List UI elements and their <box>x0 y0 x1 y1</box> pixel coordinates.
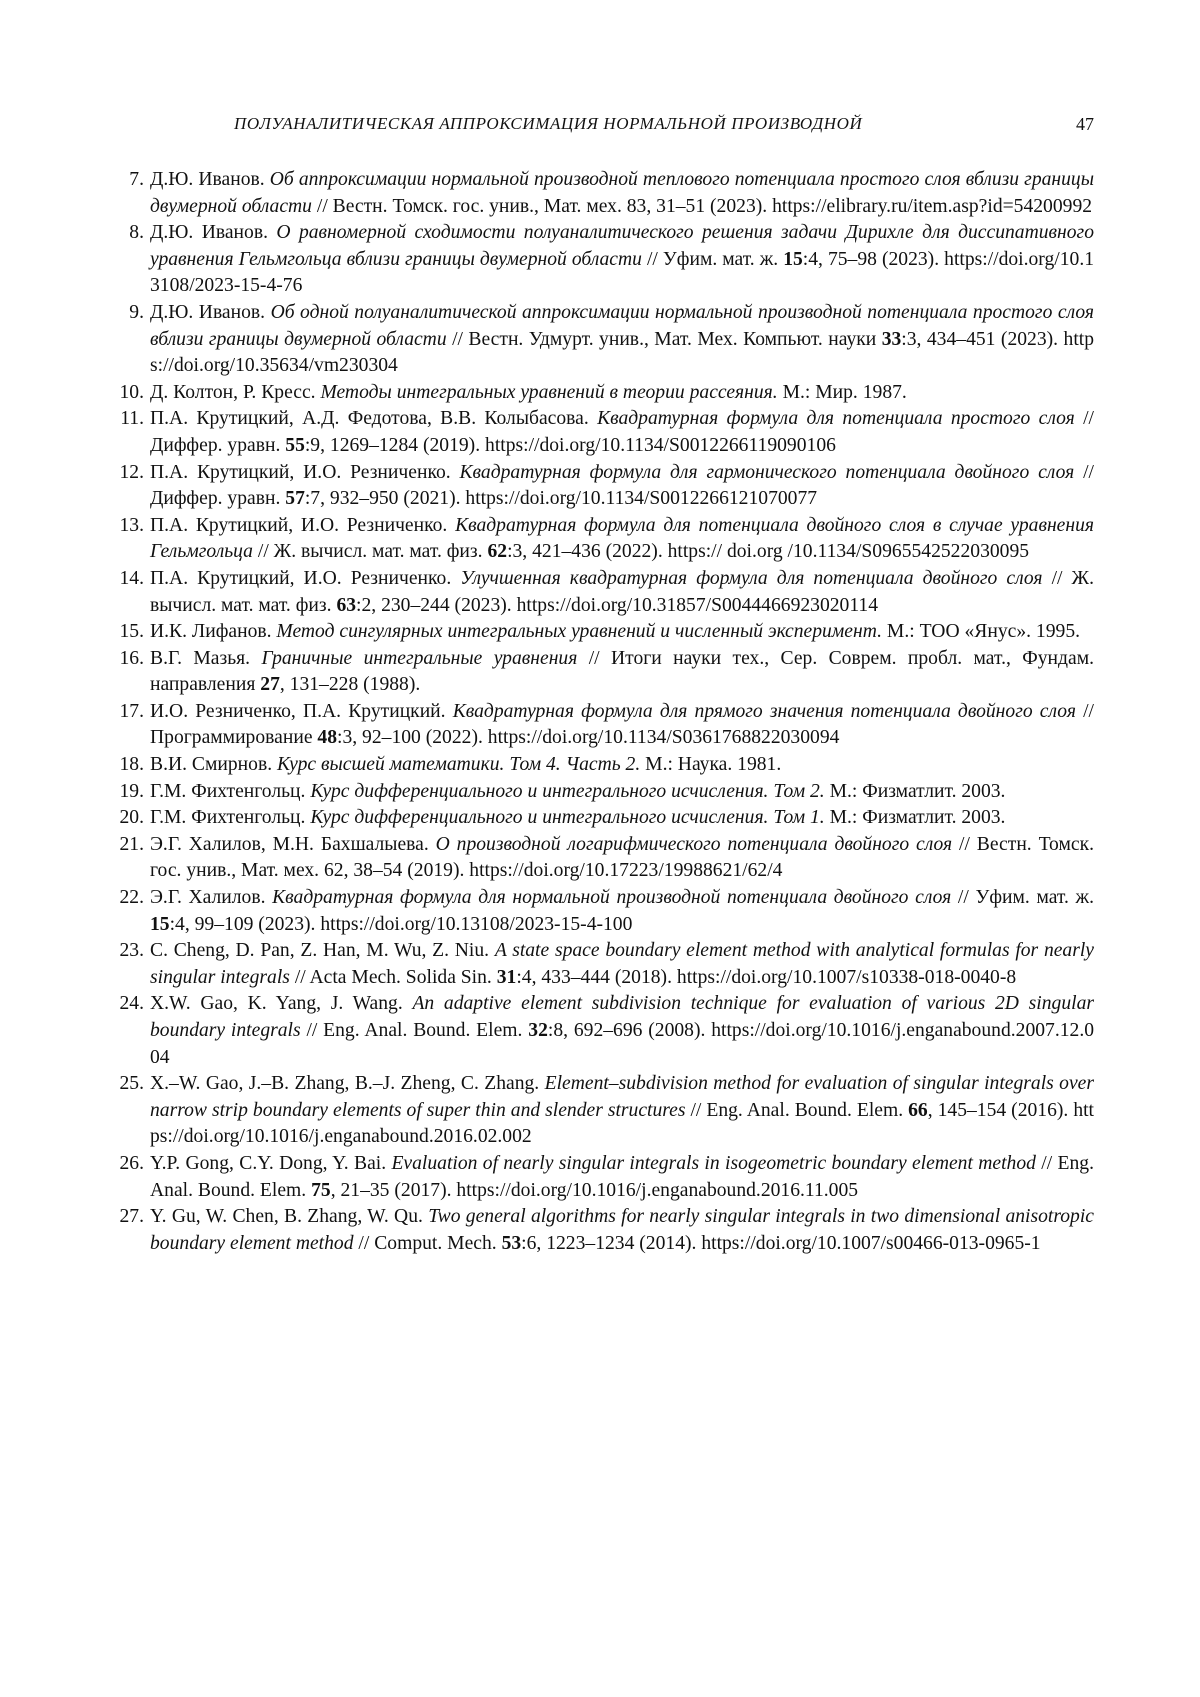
reference-number: 27. <box>119 1206 144 1228</box>
reference-doi-link[interactable]: https://doi.org/10.1007/s00466-013-0965-1 <box>701 1232 1041 1254</box>
reference-authors: П.А. Крутицкий, И.О. Резниченко. <box>150 461 451 483</box>
reference-source: // Eng. Anal. Bound. Elem. <box>306 1020 523 1041</box>
reference-number: 18. <box>119 754 144 776</box>
reference-volume: 31 <box>496 966 517 988</box>
reference-source: // Уфим. мат. ж. <box>646 248 779 270</box>
reference-source: // Диффер. уравн. <box>150 408 1094 456</box>
reference-number: 10. <box>119 381 144 403</box>
reference-authors: П.А. Крутицкий, И.О. Резниченко. <box>150 514 448 536</box>
reference-doi-link[interactable]: https://doi.org/10.17223/19988621/62/4 <box>469 860 783 882</box>
reference-volume: 33 <box>881 328 902 350</box>
reference-authors: Д.Ю. Иванов. <box>150 301 266 323</box>
reference-title: Метод сингулярных интегральных уравнений и численный эксперимент. <box>276 621 883 643</box>
reference-volume: 66 <box>908 1099 928 1121</box>
reference-number: 20. <box>119 807 144 829</box>
reference-item <box>110 460 1094 513</box>
reference-doi-link[interactable]: https:// doi.org /10.1134/S0965542522030095 <box>667 541 1030 563</box>
reference-title: Квадратурная формула для потенциала двойного слоя в случае уравнения Гельмгольца <box>150 514 1094 563</box>
reference-title: Квадратурная формула для нормальной производной потенциала двойного слоя <box>272 887 952 909</box>
reference-number: 9. <box>129 301 144 323</box>
reference-number: 21. <box>119 833 144 855</box>
reference-title: Evaluation of nearly singular integrals in isogeometric boundary element method <box>391 1152 1036 1174</box>
reference-source-tail: , 145–154 (2016). <box>927 1099 1069 1121</box>
reference-item <box>110 938 1094 991</box>
reference-source: // Eng. Anal. Bound. Elem. <box>690 1099 904 1121</box>
reference-item <box>110 300 1094 380</box>
reference-item <box>110 991 1094 1071</box>
reference-item <box>110 566 1094 619</box>
reference-authors: Г.М. Фихтенгольц. <box>150 807 306 829</box>
reference-doi-link[interactable]: https://elibrary.ru/item.asp?id=54200992 <box>772 195 1093 217</box>
reference-number: 24. <box>119 993 144 1015</box>
reference-title: Квадратурная формула для прямого значения потенциала двойного слоя <box>452 700 1076 722</box>
reference-doi-link[interactable]: https://doi.org/10.1007/s10338-018-0040-8 <box>676 966 1017 988</box>
reference-authors: Э.Г. Халилов. <box>150 887 266 909</box>
reference-source: // Вестн. Томск. гос. унив., Мат. мех. 83, 31–51 (2023). <box>316 195 768 217</box>
reference-source: М.: ТОО «Янус». 1995. <box>886 621 1081 643</box>
reference-authors: Д.Ю. Иванов. <box>150 169 265 190</box>
reference-source-tail: , 21–35 (2017). <box>330 1179 452 1201</box>
reference-authors: П.А. Крутицкий, И.О. Резниченко. <box>150 567 452 589</box>
reference-title: Курс дифференциального и интегрального исчисления. Том 2. <box>310 780 825 802</box>
reference-authors: X.–W. Gao, J.–B. Zhang, B.–J. Zheng, C. Zhang. <box>150 1073 540 1095</box>
reference-source: // Вестн. Удмурт. унив., Мат. Мех. Компьют. науки <box>452 328 877 350</box>
reference-number: 26. <box>119 1152 144 1174</box>
reference-title: Методы интегральных уравнений в теории рассеяния. <box>320 381 778 403</box>
reference-item <box>110 832 1094 885</box>
reference-number: 16. <box>119 647 144 669</box>
reference-title: О производной логарифмического потенциала двойного слоя <box>435 833 953 855</box>
reference-source: // Программирование <box>150 700 1094 749</box>
reference-number: 14. <box>119 567 144 589</box>
reference-source-tail: , 131–228 (1988). <box>279 674 421 696</box>
reference-item <box>110 167 1094 220</box>
reference-title: Об аппроксимации нормальной производной теплового потенциала простого слоя вблизи границы двумерной области <box>150 169 1094 217</box>
reference-item <box>110 619 1094 646</box>
reference-title: Квадратурная формула для потенциала простого слоя <box>597 408 1075 430</box>
reference-source: // Comput. Mech. <box>358 1232 497 1254</box>
reference-source: // Уфим. мат. ж. <box>957 887 1094 909</box>
reference-authors: В.И. Смирнов. <box>150 754 273 776</box>
reference-source-tail: :2, 230–244 (2023). <box>356 594 512 616</box>
reference-doi-link[interactable]: https://doi.org/10.35634/vm230304 <box>150 328 1094 377</box>
reference-source-tail: :8, 692–696 (2008). <box>547 1020 706 1041</box>
reference-authors: X.W. Gao, K. Yang, J. Wang. <box>150 993 403 1015</box>
reference-number: 19. <box>119 780 144 802</box>
reference-source: М.: Мир. 1987. <box>782 381 907 403</box>
reference-doi-link[interactable]: https://doi.org/10.1134/S0012266121070077 <box>465 488 818 510</box>
reference-authors: Г.М. Фихтенгольц. <box>150 780 306 802</box>
reference-source-tail: :4, 75–98 (2023). <box>802 248 940 270</box>
reference-source: // Ж. вычисл. мат. мат. физ. <box>257 541 483 563</box>
reference-volume: 27 <box>260 674 280 696</box>
reference-volume: 32 <box>528 1020 548 1041</box>
reference-item <box>110 380 1094 407</box>
reference-doi-link[interactable]: https://doi.org/10.1016/j.enganabound.2007.12.004 <box>150 1020 1095 1068</box>
reference-source-tail: :3, 92–100 (2022). <box>337 727 483 749</box>
reference-item <box>110 805 1094 832</box>
reference-source-tail: :4, 99–109 (2023). <box>169 913 316 935</box>
reference-volume: 75 <box>311 1179 331 1201</box>
reference-volume: 62 <box>487 541 508 563</box>
reference-item <box>110 752 1094 779</box>
reference-number: 25. <box>119 1073 144 1095</box>
reference-authors: В.Г. Мазья. <box>150 647 251 669</box>
reference-item <box>110 779 1094 806</box>
reference-source: // Вестн. Томск. гос. унив., Мат. мех. 62, 38–54 (2019). <box>150 833 1094 882</box>
running-title: ПОЛУАНАЛИТИЧЕСКАЯ АППРОКСИМАЦИЯ НОРМАЛЬНОЙ ПРОИЗВОДНОЙ <box>234 114 863 133</box>
reference-source: // Диффер. уравн. <box>150 461 1094 510</box>
reference-item <box>110 406 1094 459</box>
reference-item <box>110 1204 1094 1257</box>
reference-number: 12. <box>119 461 144 483</box>
reference-title: Курс высшей математики. Том 4. Часть 2. <box>277 754 641 776</box>
reference-item <box>110 1071 1094 1151</box>
reference-authors: Y.P. Gong, C.Y. Dong, Y. Bai. <box>150 1152 387 1174</box>
reference-volume: 63 <box>336 594 357 616</box>
reference-number: 17. <box>119 700 144 722</box>
reference-title: Граничные интегральные уравнения <box>261 647 578 669</box>
reference-title: Курс дифференциального и интегрального исчисления. Том 1. <box>310 807 825 829</box>
reference-volume: 15 <box>783 248 803 270</box>
reference-authors: Y. Gu, W. Chen, B. Zhang, W. Qu. <box>150 1206 423 1228</box>
reference-authors: Д. Колтон, Р. Кресс. <box>150 381 316 403</box>
reference-volume: 53 <box>501 1232 522 1254</box>
reference-doi-link[interactable]: https://doi.org/10.1134/S0012266119090106 <box>485 434 836 456</box>
reference-source-tail: :6, 1223–1234 (2014). <box>521 1232 697 1254</box>
reference-volume: 55 <box>285 434 305 456</box>
reference-doi-link[interactable]: https://doi.org/10.1134/S0361768822030094 <box>487 727 840 749</box>
reference-source-tail: :3, 434–451 (2023). <box>901 328 1059 350</box>
reference-list <box>110 167 1094 1257</box>
reference-item <box>110 885 1094 938</box>
reference-number: 13. <box>119 514 144 536</box>
reference-item <box>110 220 1094 300</box>
reference-doi-link[interactable]: https://doi.org/10.31857/S0044466923020114 <box>516 594 879 616</box>
reference-volume: 48 <box>317 727 338 749</box>
reference-authors: Д.Ю. Иванов. <box>150 222 268 244</box>
reference-title: О равномерной сходимости полуаналитического решения задачи Дирихле для диссипативного уравнения Гельмгольца вблизи границы двумерной области <box>150 222 1094 270</box>
reference-doi-link[interactable]: https://doi.org/10.1016/j.enganabound.2016.11.005 <box>456 1179 859 1201</box>
reference-title: Element–subdivision method for evaluation of singular integrals over narrow strip boundary elements of super thin and slender structures <box>150 1073 1094 1121</box>
reference-title: Улучшенная квадратурная формула для потенциала двойного слоя <box>460 567 1043 589</box>
reference-source: // Итоги науки тех., Сер. Соврем. пробл. мат., Фундам. направления <box>150 647 1094 696</box>
reference-number: 15. <box>119 621 144 643</box>
reference-number: 22. <box>119 887 144 909</box>
reference-number: 8. <box>129 222 144 244</box>
reference-number: 11. <box>120 408 144 430</box>
reference-title: Квадратурная формула для гармонического потенциала двойного слоя <box>459 461 1075 483</box>
reference-number: 7. <box>129 169 144 190</box>
reference-title: An adaptive element subdivision technique for evaluation of various 2D singular boundary integrals <box>150 993 1094 1041</box>
running-head <box>148 114 1094 140</box>
reference-item <box>110 1151 1094 1204</box>
reference-doi-link[interactable]: https://doi.org/10.13108/2023-15-4-100 <box>320 913 633 935</box>
reference-authors: П.А. Крутицкий, А.Д. Федотова, В.В. Колыбасова. <box>150 408 589 430</box>
reference-item <box>110 513 1094 566</box>
reference-source: // Acta Mech. Solida Sin. <box>294 966 492 988</box>
reference-doi-link[interactable]: https://doi.org/10.1016/j.enganabound.2016.02.002 <box>150 1099 1094 1148</box>
reference-item <box>110 699 1094 752</box>
reference-volume: 57 <box>285 488 305 510</box>
reference-title: Об одной полуаналитической аппроксимации нормальной производной потенциала простого слоя вблизи границы двумерной области <box>150 301 1094 350</box>
reference-authors: Э.Г. Халилов, М.Н. Бахшалыева. <box>150 833 429 855</box>
reference-authors: И.К. Лифанов. <box>150 621 272 643</box>
reference-doi-link[interactable]: https://doi.org/10.13108/2023-15-4-76 <box>150 248 1095 297</box>
reference-source-tail: :3, 421–436 (2022). <box>507 541 663 563</box>
reference-title: Two general algorithms for nearly singular integrals in two dimensional anisotropic boundary element method <box>150 1206 1094 1254</box>
reference-source: М.: Физматлит. 2003. <box>829 807 1006 829</box>
reference-authors: И.О. Резниченко, П.А. Крутицкий. <box>150 700 446 722</box>
reference-volume: 15 <box>150 913 170 935</box>
reference-authors: C. Cheng, D. Pan, Z. Han, M. Wu, Z. Niu. <box>150 940 490 962</box>
reference-source-tail: :7, 932–950 (2021). <box>304 488 461 510</box>
reference-source: М.: Физматлит. 2003. <box>829 780 1006 802</box>
reference-number: 23. <box>119 940 144 962</box>
reference-source: // Eng. Anal. Bound. Elem. <box>150 1152 1094 1201</box>
reference-source-tail: :9, 1269–1284 (2019). <box>304 434 481 456</box>
page-number: 47 <box>1076 114 1094 134</box>
reference-title: A state space boundary element method with analytical formulas for nearly singular integrals <box>150 940 1094 988</box>
reference-item <box>110 646 1094 699</box>
reference-source: М.: Наука. 1981. <box>645 754 782 776</box>
reference-source: // Ж. вычисл. мат. мат. физ. <box>150 567 1094 616</box>
reference-source-tail: :4, 433–444 (2018). <box>516 966 672 988</box>
